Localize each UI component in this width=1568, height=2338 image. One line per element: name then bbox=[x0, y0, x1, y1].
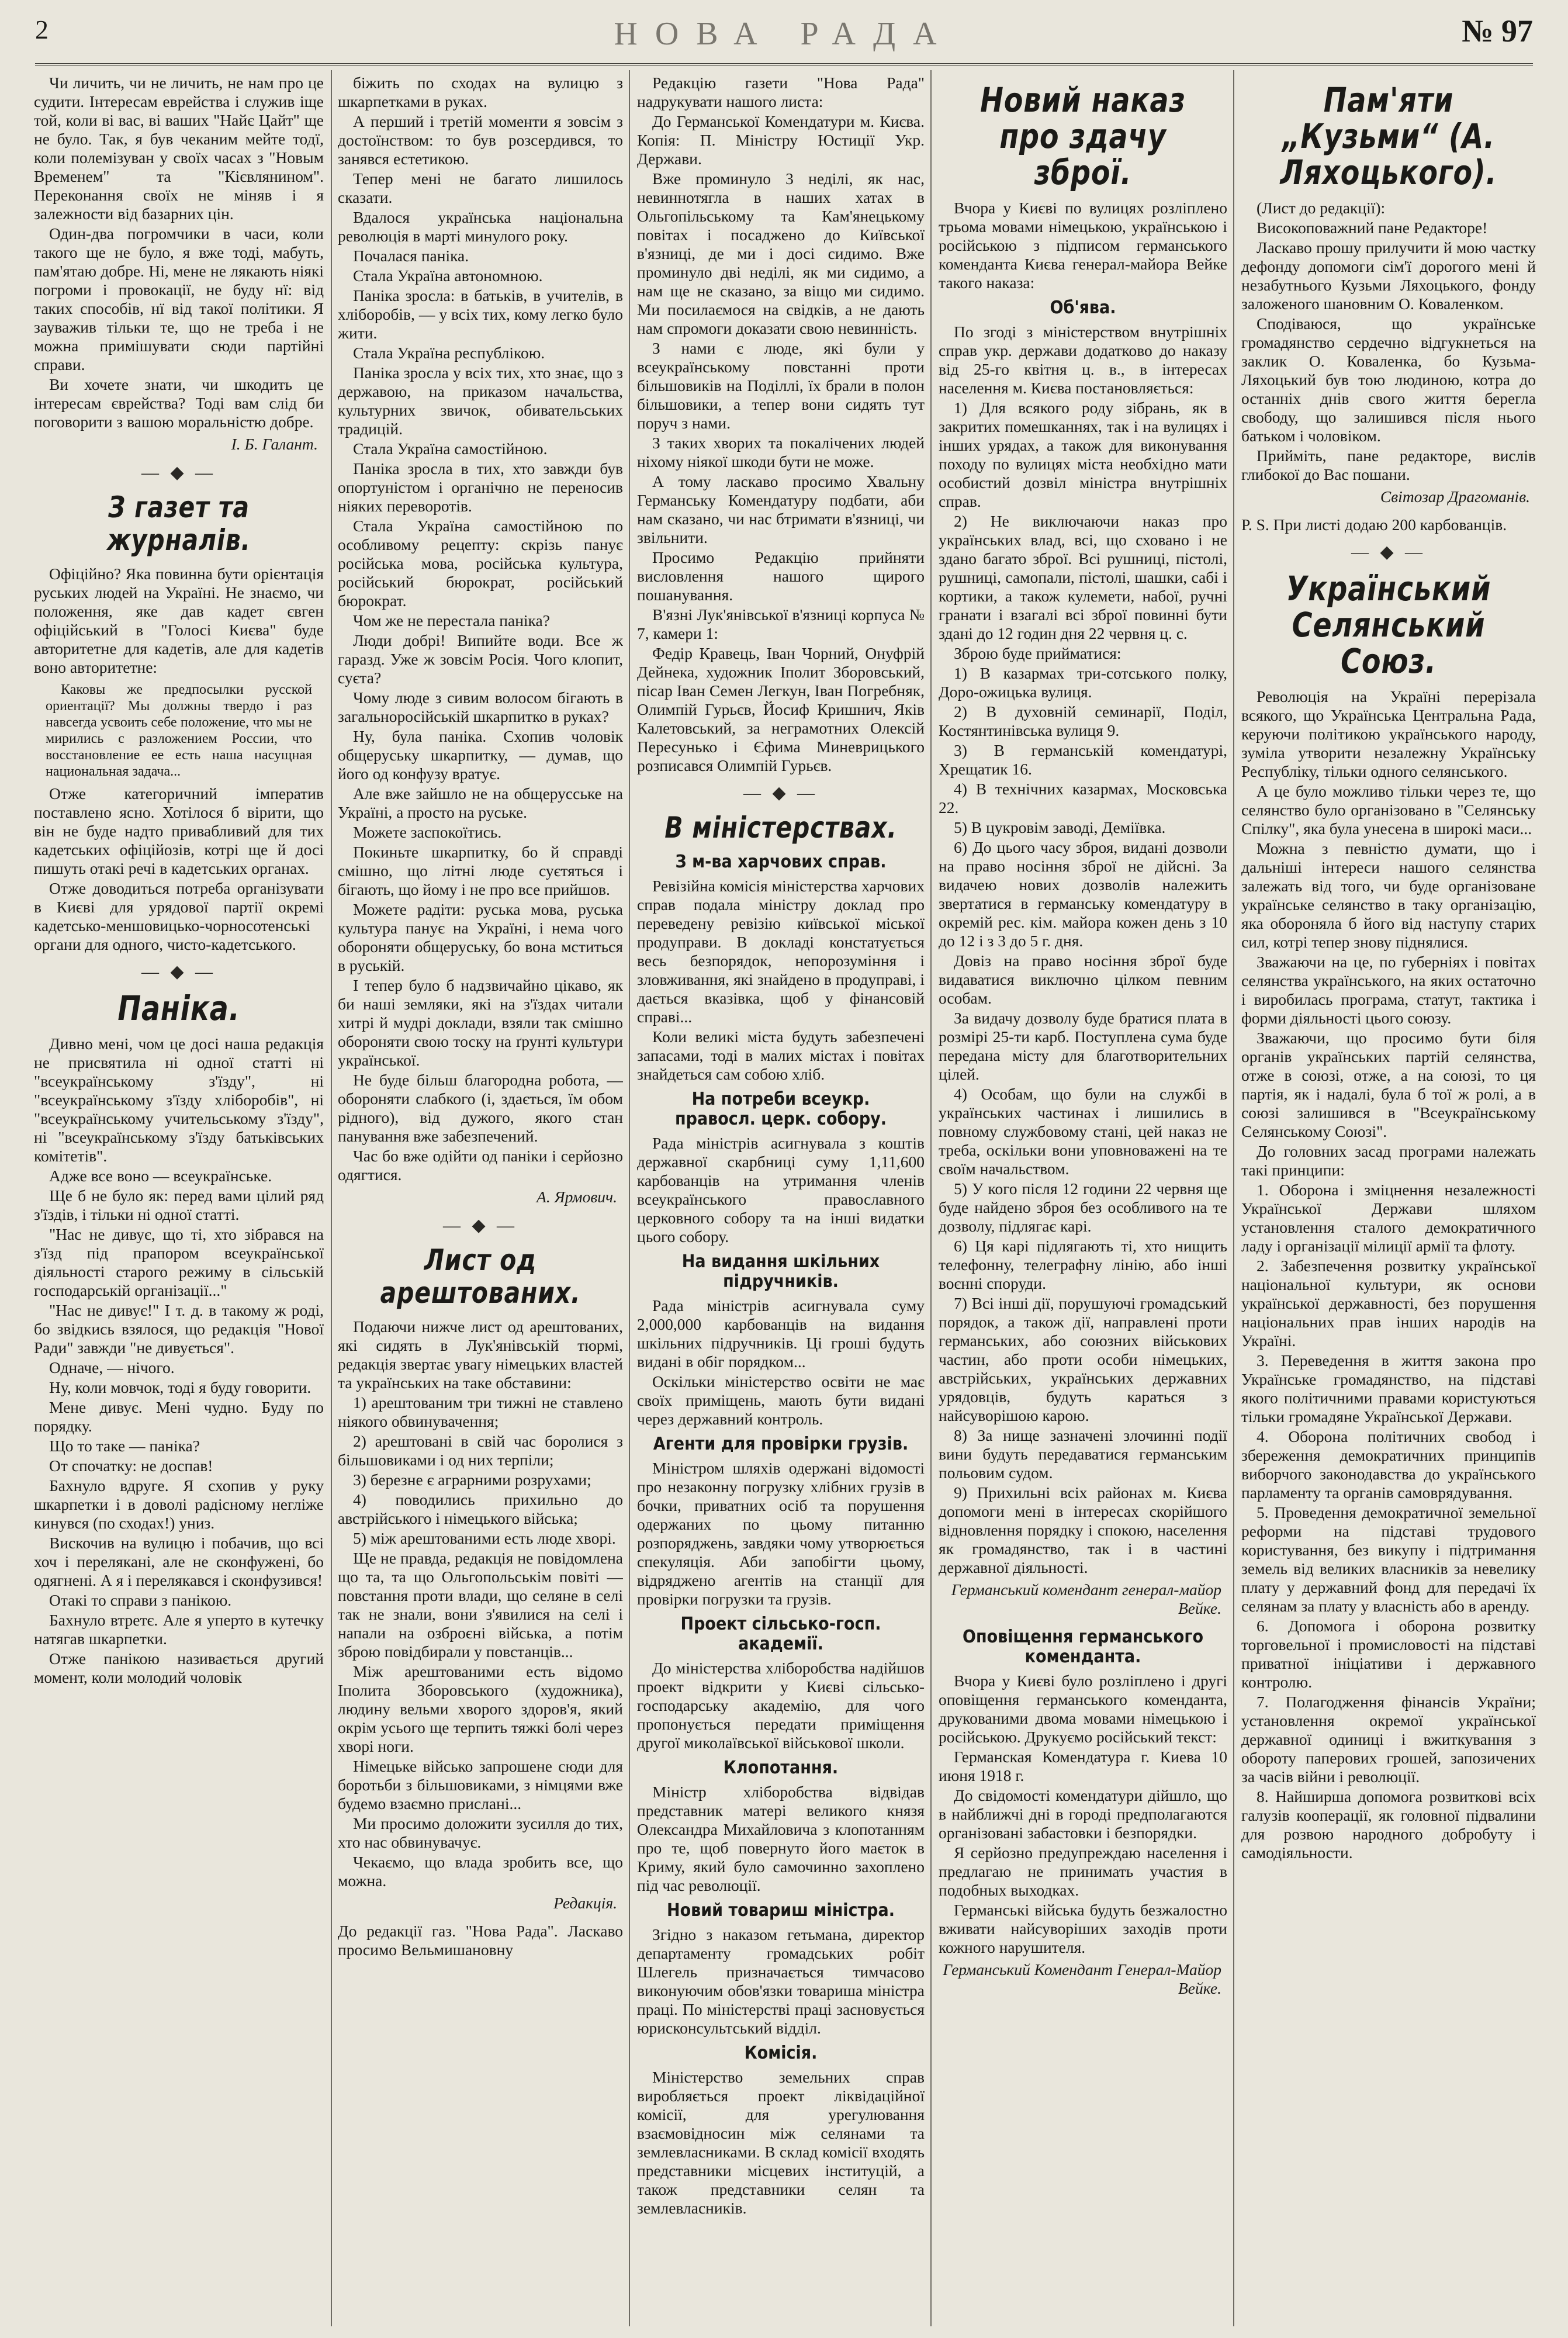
article-text bbox=[637, 1296, 925, 1429]
paragraph: Що то таке — паніка? bbox=[49, 1437, 200, 1455]
paragraph: Між арештованими есть відомо Іполита Зборовського (художника), людину вельми хворого здоров'я, який окрім усього ще терпить тяжкі болі через хворі ноги. bbox=[338, 1662, 623, 1755]
column-5 bbox=[1241, 74, 1536, 2324]
paragraph: 4. Оборона політичних свобод і збереження демократичних принципів виборчого законодавства до українського парламенту та органів самоврядування. bbox=[1241, 1427, 1536, 1502]
paragraph: "Нас не дивує!" І т. д. в такому ж роді, бо звідкись взялося, що редакція "Нової Ради" завжди "не дивується". bbox=[34, 1301, 324, 1357]
paragraph: 7) Всі інші дії, порушуючі громадський порядок, а також дії, направлені проти германських, або союзних військових частин, або проти особи німецьких, австрійських, українських державних урядовців, будуть караться з найсуворішою карою. bbox=[939, 1294, 1227, 1424]
paragraph: біжить по сходах на вулицю з шкарпетками в руках. bbox=[338, 74, 623, 110]
article-text bbox=[637, 1459, 925, 1609]
paragraph: Тепер мені не багато лишилось сказати. bbox=[338, 170, 623, 206]
paragraph: 3. Переведення в життя закона про Українське громадянство, на підставі якого політичними правами користуються тільки громадяне Української Держави. bbox=[1241, 1351, 1536, 1426]
paragraph: 2) В духовній семинарії, Поділ, Костянтинівська вулиця 9. bbox=[939, 703, 1227, 739]
paragraph: 2) Не виключаючи наказ про українських влад, всі, що сховано і не здано багато зброї. Всі рушниці, пістолі, рушниці, самопали, пістолі, шашки, сабі і кортики, а також кулемети, набої, ручні гранати і взагалі всі зброї повинні бути здані до 12 годин дня 22 червня ц. с. bbox=[939, 512, 1227, 642]
paragraph: Можна з певністю думати, що і дальніші інтереси нашого селянства залежать від того, чи буде організоване українське селянство в таку організацію, яка обороняла б його від наступу старих сил, котрі тепер знову піднялися. bbox=[1241, 839, 1536, 951]
article-text bbox=[637, 1925, 925, 2038]
article-text bbox=[939, 323, 1227, 1577]
paragraph: Отакі то справи з панікою. bbox=[49, 1591, 232, 1609]
paper-title: НОВА РАДА bbox=[614, 16, 954, 52]
paragraph: Сподіваюся, що українське громадянство сердечно відгукнеться на заклик О. Коваленка, бо Кузьма-Ляхоцький був тою людиною, котра до останніх днів свого життя берегла свободу, що залишився після нього батьком і чоловіком. bbox=[1241, 314, 1536, 445]
paragraph: До Германської Комендатури м. Києва. Копія: П. Міністру Юстиції Укр. Держави. bbox=[637, 112, 925, 168]
paragraph: Ну, була паніка. Схопив чоловік общеруську шкарпитку, — думав, що його од конфузу вратує. bbox=[338, 727, 623, 783]
column-2 bbox=[338, 74, 623, 2324]
paragraph: До свідомості комендатури дійшло, що в найближчі дні в городі предполагаются організовані забастовки і безпорядки. bbox=[939, 1786, 1227, 1842]
article-text bbox=[338, 1317, 623, 1890]
paragraph: 8. Найширша допомога розвиткові всіх галузів кооперації, як головної підвалини для розвою народного добробуту і самодіяльности. bbox=[1241, 1787, 1536, 1862]
article-heading: Новий наказ про здачу зброї. bbox=[980, 80, 1186, 192]
ornament-divider: — ◆ — bbox=[1351, 542, 1427, 562]
paragraph: Адже все воно — всеукраїнське. bbox=[49, 1167, 272, 1185]
paragraph: Подаючи нижче лист од арештованих, які сидять в Лук'янівській тюрмі, редакція звертає увагу німецьких властей та українських на таке обставини: bbox=[338, 1317, 623, 1392]
paragraph: Але вже зайшло не на общерусське на Україні, а просто на руське. bbox=[338, 784, 623, 821]
paragraph: Зважаючи, що просимо бути біля органів українських партій селянства, отже в союзі, отже, а на союзі, то ця партія, як і надалі, була б тої ж ролі, а в союзі залишився в "Всеукраїнському Селянському Союзі". bbox=[1241, 1029, 1536, 1140]
paragraph: 7. Полагодження фінансів України; установлення окремої української державної одиниці і вжиткування з обороту паперових грошей, запозичених за часів війни і революції. bbox=[1241, 1693, 1536, 1786]
paragraph: Можете заспокоїтись. bbox=[353, 823, 502, 841]
paragraph: А тому ласкаво просимо Хвальну Германську Комендатуру подбати, аби нам сказано, чи нас бтримати в'язниці, чи звільнити. bbox=[637, 472, 925, 547]
article-text bbox=[338, 74, 623, 1184]
paragraph: Коли великі міста будуть забезпечені запасами, тоді в малих містах і повітах знайдеться сам собою хліб. bbox=[637, 1028, 925, 1083]
paragraph: 2) арештовані в свій час боролися з більшовиками і од них терпіли; bbox=[338, 1432, 623, 1469]
paragraph: Дивно мені, чом це досі наша редакція не присвятила ні одної статті ні "всеукраїнському з'їзду", ні "всеукраїнському з'їзду хліборобів", ні "всеукраїнському учительському з'їзду", ні "всеукраїнському з'їзду батьківських комітетів". bbox=[34, 1035, 324, 1165]
paragraph: Вже проминуло 3 неділі, як нас, невиннотягла в наших хатах в Ольгопільському та Кам'янецькому повітах і посаджено до Київської в'язниці, де ми і досі сидимо. Вже проминуло дві неділі, як ми сидимо, а нам ще не сказано, за віщо ми сидимо. Ми посилаємося на свідків, а не дають нам спромоги доказати свою невинність. bbox=[637, 170, 925, 337]
paragraph: Зброю буде прийматися: bbox=[954, 644, 1122, 662]
paragraph: Згідно з наказом гетьмана, директор департаменту громадських робіт Шлегель призначається тимчасово виконуючим обов'язки товариша міністра праці. По міністерстві праці засновується юрисконсультський відділ. bbox=[637, 1925, 925, 2037]
paragraph: Ревізійна комісія міністерства харчових справ подала міністру доклад про переведену ревізію київської міської продуправи. В докладі констатується весь безпорядок, непорозуміння і зловживання, які знайдено в продуправі, і дається вказівка, щоб у фінансовій справі... bbox=[637, 877, 925, 1026]
signature: Германський Комендант Генерал-Майор Вейке. bbox=[943, 1960, 1221, 1997]
section-subheading: Новий товариш міністра. bbox=[666, 1900, 895, 1921]
paragraph: Революція на Україні перерізала всякого, що Українська Центральна Рада, керуючи політикою українського народу, зуміла утворити незалежну Українську Республіку, тільки одного селянського. bbox=[1241, 687, 1536, 780]
paragraph: 5) між арештованими есть люде хворі. bbox=[353, 1529, 616, 1547]
column-divider bbox=[331, 70, 332, 2326]
page-number: 2 bbox=[35, 15, 49, 44]
paragraph: Вчора у Києві по вулицях розліплено трьома мовами німецькою, українською і російською з підписом германського коменданта Києва генерал-майора Вейке такого наказа: bbox=[939, 199, 1227, 292]
paragraph: Просимо Редакцію прийняти висловлення нашого щирого пошанування. bbox=[637, 548, 925, 604]
signature: І. Б. Галант. bbox=[231, 435, 318, 453]
section-subheading: Об'ява. bbox=[1050, 298, 1116, 318]
paragraph: Офіційно? Яка повинна бути орієнтація руських людей на Україні. Не знаємо, чи положення, яке дав кадет євген офіційський в "Голосі Києва" буде авторитетне для кадетів, але для кадетів воно авторитетне: bbox=[34, 565, 324, 676]
paragraph: (Лист до редакції): bbox=[1257, 199, 1386, 217]
paragraph: Ласкаво прошу прилучити й мою частку дефонду допомоги сім'ї дорогого мені й незабутнього Кузьми Ляхоцького, фонду заложеного шановним О. Коваленком. bbox=[1241, 238, 1536, 313]
paragraph: По згоді з міністерством внутрішніх справ укр. держави додатково до наказу від 25-го квітня ц. в., в інтересах населення м. Києва постановляється: bbox=[939, 323, 1227, 397]
article-text bbox=[637, 877, 925, 1084]
column-1 bbox=[34, 74, 324, 2324]
paragraph: Довіз на право носіння зброї буде видаватися виключно цілком певним особам. bbox=[939, 952, 1227, 1007]
article-text bbox=[939, 199, 1227, 292]
paragraph: Германская Комендатура г. Киева 10 июня 1918 г. bbox=[939, 1748, 1227, 1784]
signature: Світозар Драгоманів. bbox=[1380, 487, 1530, 506]
paragraph: Ну, коли мовчок, тоді я буду говорити. bbox=[49, 1378, 311, 1396]
paragraph: 3) В германській комендатурі, Хрещатик 16. bbox=[939, 741, 1227, 778]
paragraph: Рада міністрів асигнувала суму 2,000,000 карбованців на видання шкільних підручників. Ці гроші будуть видані в обіг порядком... bbox=[637, 1296, 925, 1371]
article-text bbox=[637, 74, 925, 547]
paragraph: Чому люде з сивим волосом бігають в загальноросійській шкарпитко в руках? bbox=[338, 689, 623, 725]
paragraph: З таких хворих та покалічених людей ніхому ніякої шкоди бути не може. bbox=[637, 434, 925, 471]
paragraph: В'язні Лук'янівської в'язниці корпуса № 7, камери 1: bbox=[637, 606, 925, 642]
article-text bbox=[637, 548, 925, 775]
paragraph: Високоповажний пане Редакторе! bbox=[1257, 219, 1488, 237]
paragraph: І тепер було б надзвичайно цікаво, як би наші земляки, які на з'їздах читали хитрі й мудрі доклади, взяли так смішно обороняти свою тоску на ґрунті культури української. bbox=[338, 976, 623, 1069]
paragraph: Чекаємо, що влада зробить все, що можна. bbox=[338, 1853, 623, 1890]
article-heading: Пам'яти „Кузьми“ (А. Ляхоцького). bbox=[1280, 80, 1497, 192]
paragraph: Ще б не було як: перед вами цілий ряд з'їздів, і тільки ні одної статті. bbox=[34, 1187, 324, 1223]
paragraph: Германські війська будуть безжалостно вживати найсуворіших заходів проти кожного нарушителя. bbox=[939, 1901, 1227, 1956]
paragraph: 6) До цього часу зброя, видані дозволи на право носіння зброї не дійсні. За видачею нових дозволів належить звертатися в германську комендатуру в окремій рес. кім. майора кожен день з 10 до 12 і з 3 до 5 г. дня. bbox=[939, 838, 1227, 950]
ornament-divider: — ◆ — bbox=[141, 962, 217, 981]
paragraph: Ви хочете знати, чи шкодить це інтересам єврейства? Тоді вам слід би поговорити з вашою моральністю добре. bbox=[34, 375, 324, 431]
paragraph: 6) Ця карі підлягають ті, хто нищить телефонну, телеграфну лінію, або інші воєнні споруди. bbox=[939, 1237, 1227, 1292]
paragraph: Мене дивує. Мені чудно. Буду по порядку. bbox=[34, 1398, 324, 1435]
paragraph: Можете радіти: руська мова, руська культура панує на Україні, і нема чого обороняти общеруську, бо вона мститься в руській. bbox=[338, 900, 623, 974]
paragraph: 2. Забезпечення розвитку української національної культури, як основи української державності, без порушення національних прав інших народів на Україні. bbox=[1241, 1257, 1536, 1350]
article-text bbox=[34, 1035, 324, 1687]
section-subheading: Клопотання. bbox=[723, 1758, 839, 1778]
paragraph: Рада міністрів асигнувала з коштів державної скарбниці суму 1,11,600 карбованців на утримання членів всеукраїнського православного церковного собору та на інші видатки цього собору. bbox=[637, 1134, 925, 1246]
paragraph: Редакцію газети "Нова Рада" надрукувати нашого листа: bbox=[637, 74, 925, 110]
paragraph: Німецьке військо запрошене сюди для боротьби з більшовиками, з німцями вже будемо взаємно прислані... bbox=[338, 1757, 623, 1813]
quotation: Каковы же предпосылки русской ориентації? Мы должны твердо і раз навсегда усвоить себе положение, что мы не мирились с разложением России, что восстановление ее есть наша насущная национальная задача... bbox=[46, 682, 312, 779]
section-subheading: Комісія. bbox=[744, 2043, 818, 2063]
paragraph: Я серйозно предупреждаю населення і предлагаю не принимать участия в подобных выходках. bbox=[939, 1844, 1227, 1899]
paragraph: 3) березне є аграрними розрухами; bbox=[353, 1471, 591, 1489]
paragraph: От спочатку: не доспав! bbox=[49, 1457, 213, 1475]
section-subheading: Оповіщення германського коменданта. bbox=[962, 1627, 1204, 1667]
paragraph: Паніка зросла у всіх тих, хто знає, що з державою, на приказом начальства, культурних звичок, обивательських традицій. bbox=[338, 364, 623, 438]
paragraph: Ще не правда, редакція не повідомлена що та, та що Ольгопольськім повіті — повстання проти влади, що селяне в селі так не знали, вони з'явилися на селі і напали на озброєні війська, а потім зброю повідбирали у повстанців... bbox=[338, 1549, 623, 1661]
paragraph: 5) У кого після 12 години 22 червня ще буде найдено зброя без особливого на те дозволу, підлягає карі. bbox=[939, 1180, 1227, 1235]
paragraph: Міністерство земельних справ виробляється проект ліквідаційної комісії, для урегулювання взаємовідносин між селянами та землевласниками. В склад комісії входять представники місцевих інституцій, а також представники селян та землевласників. bbox=[637, 2068, 925, 2217]
paragraph: Отже категоричний імператив поставлено ясно. Хотілося б вірити, що він не буде надто привабливий для тих кадетських офіційозів, котрі ще й досі пишуть отакі речі в кадетських органах. bbox=[34, 784, 324, 877]
paragraph: Стала Україна республікою. bbox=[353, 344, 545, 362]
column-3 bbox=[637, 74, 925, 2324]
section-subheading: Агенти для провірки грузів. bbox=[653, 1434, 909, 1454]
paragraph: 4) Особам, що були на службі в українських частинах і лишились в повному службовому стані, цей наказ не треба, оскільки вони уповноважені на те своїм начальством. bbox=[939, 1085, 1227, 1178]
postscript: Р. S. При листі додаю 200 карбованців. bbox=[1241, 516, 1507, 534]
article-text bbox=[34, 784, 324, 954]
paragraph: Стала Україна самостійною по особливому рецепту: скрізь панує російська мова, російська культура, російський бюрократ, російський бюрократ. bbox=[338, 517, 623, 610]
article-text bbox=[637, 1659, 925, 1752]
paragraph: Паніка зросла: в батьків, в учителів, в хліборобів, — у всіх тих, кому легко було жити. bbox=[338, 286, 623, 342]
article-text: До редакції газ. "Нова Рада". Ласкаво просимо Вельмишановну bbox=[338, 1922, 623, 1959]
paragraph: 1) арештованим три тижні не ставлено ніякого обвинувачення; bbox=[338, 1393, 623, 1430]
article-text bbox=[1241, 238, 1536, 484]
paragraph: 4) В технічних казармах, Московська 22. bbox=[939, 780, 1227, 817]
column-divider bbox=[1233, 70, 1234, 2326]
paragraph: Прийміть, пане редакторе, вислів глибокої до Вас пошани. bbox=[1241, 447, 1536, 483]
paragraph: Почалася паніка. bbox=[353, 247, 469, 265]
paragraph: А це було можливо тільки через те, що селянство було організовано в "Селянську Спілку", яка була унесена в широкі маси... bbox=[1241, 782, 1536, 838]
paragraph: Час бо вже одійти од паніки і серйозно одягтися. bbox=[338, 1147, 623, 1184]
paragraph: 5. Проведення демократичної земельної реформи на підставі трудового користування, без викупу і підтримання земель від великих власників за невелику плату у державний фонд для передачі їх селянам за плату у власність або в аренду. bbox=[1241, 1503, 1536, 1615]
paragraph: Міністр хліборобства відвідав представник матері великого князя Олександра Михайловича з клопотанням про те, щоб повернуто його маєток в Криму, який було самочинно захоплено під час революції. bbox=[637, 1783, 925, 1894]
paragraph: Отже доводиться потреба організувати в Києві для урядової партії окремі кадетсько-меншовицько-чорносотенські органи для одного, чисто-кадетського. bbox=[34, 879, 324, 953]
column-divider bbox=[629, 70, 630, 2326]
paragraph: Бахнуло втретє. Але я уперто в кутечку натягав шкарпетки. bbox=[34, 1611, 324, 1648]
signature: Германський комендант генерал-майор Вейке. bbox=[951, 1580, 1221, 1617]
paragraph: 1) Для всякого роду зібрань, як в закритих помешканнях, так і на вулицях і інших урядах, а також для виконування походу по вулицях міста необхідно мати особистий дозвіл міністра внутрішніх справ. bbox=[939, 399, 1227, 510]
signature: А. Ярмович. bbox=[536, 1188, 617, 1206]
signature: Редакція. bbox=[553, 1894, 617, 1912]
paragraph: Бахнуло вдруге. Я схопив у руку шкарпетки і в доволі радісному негліже кинувся (по сходах!) униз. bbox=[34, 1476, 324, 1532]
article-text bbox=[637, 2068, 925, 2218]
ornament-divider: — ◆ — bbox=[442, 1216, 518, 1235]
ornament-divider: — ◆ — bbox=[743, 783, 819, 803]
article-text bbox=[34, 565, 324, 677]
paragraph: Вискочив на вулицю і побачив, що всі хоч і перелякані, але не сконфужені, бо одягнені. А я і перелякався і сконфузився! bbox=[34, 1534, 324, 1589]
section-subheading: З м-ва харчових справ. bbox=[675, 852, 887, 872]
article-heading: В міністерствах. bbox=[664, 811, 897, 845]
section-subheading: На видання шкільних підручників. bbox=[681, 1251, 880, 1292]
article-heading: З газет та журналів. bbox=[107, 490, 251, 557]
article-text bbox=[637, 1134, 925, 1246]
column-4 bbox=[939, 74, 1227, 2324]
paragraph: Стала Україна автономною. bbox=[353, 267, 543, 285]
issue-number: № 97 bbox=[1462, 13, 1533, 49]
paragraph: Чи личить, чи не личить, не нам про це судити. Інтересам еврейства і служив іще той, коли ві вас, ві ваших "Найє Цайт" ще не було. Так, я був чеканим мейте тодї, коли полемізуван у своїх часах з "Новым Временем" та "Кієвлянином". Переконання своїх не міняв і я залежности від базарних цін. bbox=[34, 74, 324, 223]
article-heading: Лист од арештованих. bbox=[380, 1243, 581, 1310]
paragraph: З нами є люде, які були у всеукраїнському повстанні проти більшовиків на Поділлі, їх брали в полон більшовики, а тепер вони сидять тут поруч з нами. bbox=[637, 339, 925, 432]
masthead bbox=[35, 12, 1533, 65]
paragraph: Чом же не перестала паніка? bbox=[353, 611, 550, 630]
paragraph: 1) В казармах три-сотського полку, Доро-ожицька вулиця. bbox=[939, 664, 1227, 701]
column-divider bbox=[930, 70, 932, 2326]
paragraph: Оскільки міністерство освіти не має своїх приміщень, мають бути видані через державний контроль. bbox=[637, 1372, 925, 1428]
paragraph: Люди добрі! Випийте води. Все ж гаразд. Уже ж зовсім Росія. Чого клопит, суєта? bbox=[338, 631, 623, 687]
paragraph: Одначе, — нічого. bbox=[49, 1358, 175, 1376]
paragraph: "Нас не дивує, що ті, хто зібрався на з'їзд під прапором всеукраїнської діяльності старого режиму в сільській господарській організації..." bbox=[34, 1225, 324, 1299]
paragraph: Покиньте шкарпитку, бо й справді смішно, що літні люде суєтяться і бігають, що йому і не про все прийшов. bbox=[338, 843, 623, 898]
paragraph: 1. Оборона і зміцнення незалежності Української Держави шляхом установлення сталого демократичного ладу і організації мілиції армії та флоту. bbox=[1241, 1181, 1536, 1255]
paragraph: Вдалося українська національна революція в марті минулого року. bbox=[338, 208, 623, 245]
paragraph: Стала Україна самостійною. bbox=[353, 440, 548, 458]
ornament-divider: — ◆ — bbox=[141, 463, 217, 482]
section-subheading: Проект сільсько-госп. академії. bbox=[680, 1614, 881, 1654]
paragraph: Зважаючи на це, по губерніях і повітах селянства українського, на яких остаточно і виробилась програма, статут, тактика і форми діяльності цього союзу. bbox=[1241, 953, 1536, 1027]
article-text bbox=[637, 1783, 925, 1895]
paragraph: Федір Кравець, Іван Чорний, Онуфрій Дейнека, художник Іполит Зборовський, пісар Іван Семен Легкун, Іван Погребняк, Олимпій Гурьєв, Йосиф Кришнич, Яків Калетовський, за неграмотних Олексій Пересунько і Єфима Миневрицького розписався Олимпій Гурьєв. bbox=[637, 644, 925, 774]
paragraph: 9) Прихильні всіх районах м. Києва допомоги мені в інтересах скорійшого відновлення порядку і спокою, населення як громадянство, так і в частині державної діяльності. bbox=[939, 1483, 1227, 1576]
paragraph: 6. Допомога і оборона розвитку торговельної і промисловості на підставі приватної ініціативи і державного контролю. bbox=[1241, 1617, 1536, 1691]
paragraph: Один-два погромчики в часи, коли такого ще не було, я вже тоді, мабуть, пам'ятаю добре. Ні, мене не лякають ніякі погроми і провокації, не буду нї: від таких способів, нї від такої політики. Я зауважив тільки те, що не треба і не можна примішувати сюди партійні справи. bbox=[34, 224, 324, 373]
paragraph: 5) В цукровім заводі, Деміївка. bbox=[954, 818, 1166, 836]
article-text bbox=[34, 74, 324, 431]
paragraph: 4) поводились прихильно до австрійського і німецького війська; bbox=[338, 1490, 623, 1527]
paragraph: Вчора у Києві було розліплено і другі оповіщення германського коменданта, друкованими двома мовами німецькою і російською. Друкуємо російський текст: bbox=[939, 1672, 1227, 1746]
article-text bbox=[1241, 687, 1536, 1862]
paragraph: Паніка зросла в тих, хто завжди був опортуністом і органічно не переносив ніяких переворотів. bbox=[338, 459, 623, 515]
article-text bbox=[939, 1672, 1227, 1957]
article-heading: Український Селянський Союз. bbox=[1286, 569, 1491, 681]
article-text bbox=[1241, 199, 1536, 237]
paragraph: До головних засад програми належать такі принципи: bbox=[1241, 1142, 1536, 1179]
section-subheading: На потреби всеукр. правосл. церк. собору. bbox=[674, 1089, 887, 1129]
paragraph: 8) За нище зазначені злочинні події вини будуть передаватися германським польовим судом. bbox=[939, 1426, 1227, 1482]
paragraph: Ми просимо доложити зусилля до тих, хто нас обвинувачує. bbox=[338, 1814, 623, 1851]
paragraph: Міністром шляхів одержані відомості про незаконну погрузку хлібних грузів в бочки, приватних осіб та порушення одержаних по цьому питанню розпоряджень, завдяки чому утворюється спекуляція. Аби запобігти цьому, відряджено агентів на станції для провірки погрузки та грузів. bbox=[637, 1459, 925, 1608]
paragraph: Не буде більш благородна робота, — обороняти слабкого (і, здається, їм обом рідного), від дужого, якого стан панування вже забезпечений. bbox=[338, 1071, 623, 1145]
paragraph: Отже панікою називається другий момент, коли молодий чоловік bbox=[34, 1649, 324, 1686]
paragraph: За видачу дозволу буде братися плата в розмірі 25-ти карб. Поступлена сума буде передана місту для благотворительних цілей. bbox=[939, 1009, 1227, 1083]
article-heading: Паніка. bbox=[117, 988, 240, 1028]
paragraph: А перший і третій моменти я зовсім з достоїнством: то був розсердився, то занявся естетикою. bbox=[338, 112, 623, 168]
paragraph: До міністерства хліборобства надійшов проект відкрити у Києві сільсько-господарську академію, для чого пропонується передати приміщення другої миколаївської військової школи. bbox=[637, 1659, 925, 1752]
